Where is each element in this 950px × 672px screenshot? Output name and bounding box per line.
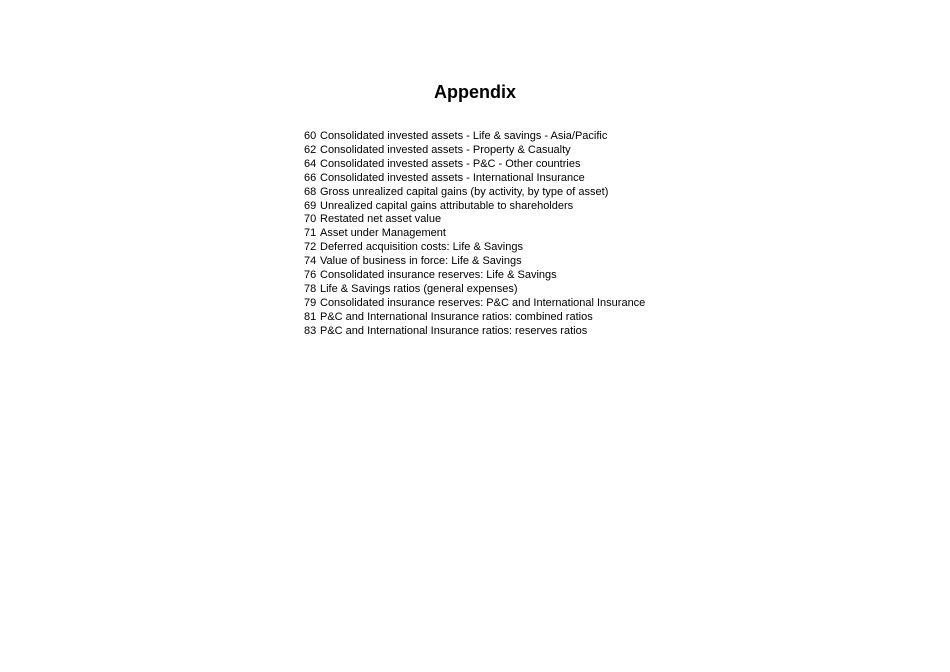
entry-title: Consolidated invested assets - Life & savings - Asia/Pacific <box>320 130 608 142</box>
list-item <box>304 200 645 214</box>
list-item <box>304 325 645 339</box>
list-item <box>304 269 645 283</box>
list-item <box>304 227 645 241</box>
entry-title: Consolidated invested assets - P&C - Other countries <box>320 157 581 170</box>
entry-title: Consolidated insurance reserves: Life & Savings <box>320 269 557 282</box>
page-number: 78 <box>304 282 317 295</box>
page-number: 71 <box>304 227 317 240</box>
page-number: 83 <box>304 324 317 337</box>
entry-title: Unrealized capital gains attributable to shareholders <box>320 199 574 212</box>
entry-title: Deferred acquisition costs: Life & Savings <box>320 241 523 254</box>
entry-title: Consolidated invested assets - Property & Casualty <box>320 143 571 156</box>
page-number: 70 <box>304 213 317 226</box>
page-number: 60 <box>304 130 317 142</box>
entry-title: Consolidated invested assets - International Insurance <box>320 171 585 184</box>
page-number: 76 <box>304 269 317 282</box>
page-number: 69 <box>304 199 317 212</box>
list-item <box>304 158 645 172</box>
entry-title: Consolidated insurance reserves: P&C and International Insurance <box>320 296 646 309</box>
page-number: 66 <box>304 171 317 184</box>
page-title: Appendix <box>433 82 516 102</box>
entry-title: Gross unrealized capital gains (by activity, by type of asset) <box>320 185 609 198</box>
appendix-contents-list <box>304 130 645 339</box>
page-number: 72 <box>304 241 317 254</box>
entry-title: Value of business in force: Life & Savings <box>320 255 522 268</box>
list-item <box>304 172 645 186</box>
entry-title: P&C and International Insurance ratios: reserves ratios <box>320 324 588 337</box>
page-number: 79 <box>304 296 317 309</box>
list-item <box>304 213 645 227</box>
list-item <box>304 255 645 269</box>
list-item <box>304 130 645 144</box>
entry-title: Life & Savings ratios (general expenses) <box>320 282 518 295</box>
page-number: 62 <box>304 143 317 156</box>
list-item <box>304 186 645 200</box>
page-number: 81 <box>304 310 317 323</box>
list-item <box>304 297 645 311</box>
entry-title: Restated net asset value <box>320 213 442 226</box>
page-number: 74 <box>304 255 317 268</box>
page-number: 68 <box>304 185 317 198</box>
page-number: 64 <box>304 157 317 170</box>
list-item <box>304 311 645 325</box>
list-item <box>304 283 645 297</box>
list-item <box>304 144 645 158</box>
list-item <box>304 241 645 255</box>
entry-title: P&C and International Insurance ratios: combined ratios <box>320 310 593 323</box>
entry-title: Asset under Management <box>320 227 446 240</box>
